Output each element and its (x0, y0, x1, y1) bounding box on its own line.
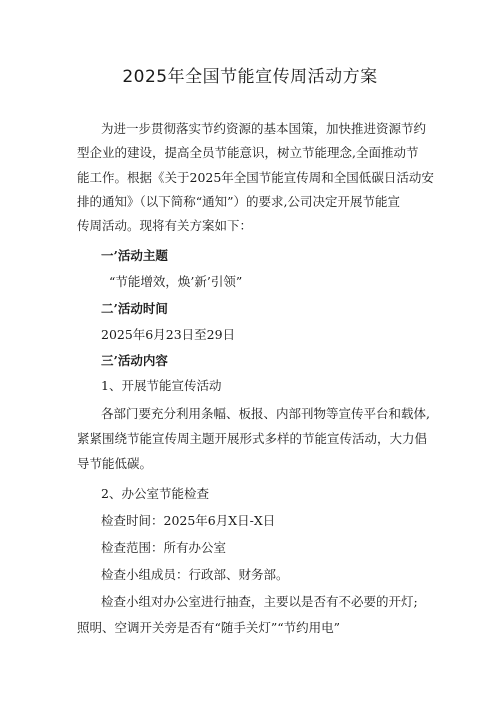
inspection-line-1: 检查小组对办公室进行抽查，主要以是否有不必要的开灯; (101, 594, 418, 609)
intro-line-2: 型企业的建设，提高全员节能意识，树立节能理念,全面推动节 (77, 145, 419, 160)
intro-line-5: 传周活动。现将有关方案如下： (77, 218, 253, 233)
publicity-line-1: 各部门要充分利用条幅、板报、内部刊物等宣传平台和载体, (101, 406, 430, 421)
intro-line-3: 能工作。根据《关于2025年全国节能宣传周和全国低碳日活动安 (77, 170, 434, 185)
document-title: 2025年全国节能宣传周活动方案 (122, 67, 378, 87)
section-heading-content: 三’活动内容 (101, 353, 168, 368)
intro-line-1: 为进一步贯彻落实节约资源的基本国策，加快推进资源节约 (101, 121, 427, 136)
theme-slogan: “节能增效，焕’新’引领” (109, 274, 243, 289)
item-heading-inspection: 2、办公室节能检查 (101, 486, 209, 501)
publicity-line-3: 导节能低碳。 (77, 456, 153, 471)
section-heading-time: 二’活动时间 (101, 301, 168, 316)
item-heading-publicity: 1、开展节能宣传活动 (101, 378, 222, 393)
inspection-scope: 检查范围：所有办公室 (101, 540, 227, 555)
event-dates: 2025年6月23日至29日 (101, 327, 236, 342)
publicity-line-2: 紧紧围绕节能宣传周主题开展形式多样的节能宣传活动，大力倡 (77, 431, 428, 446)
inspection-line-2: 照明、空调开关旁是否有“随手关灯”“节约用电” (77, 620, 341, 635)
inspection-members: 检查小组成员：行政部、财务部。 (101, 567, 289, 582)
intro-line-4: 排的通知》（以下简称“通知”）的要求,公司决定开展节能宣 (77, 194, 401, 209)
inspection-time: 检查时间：2025年6月X日-X日 (101, 513, 276, 528)
section-heading-theme: 一’活动主题 (101, 248, 168, 263)
